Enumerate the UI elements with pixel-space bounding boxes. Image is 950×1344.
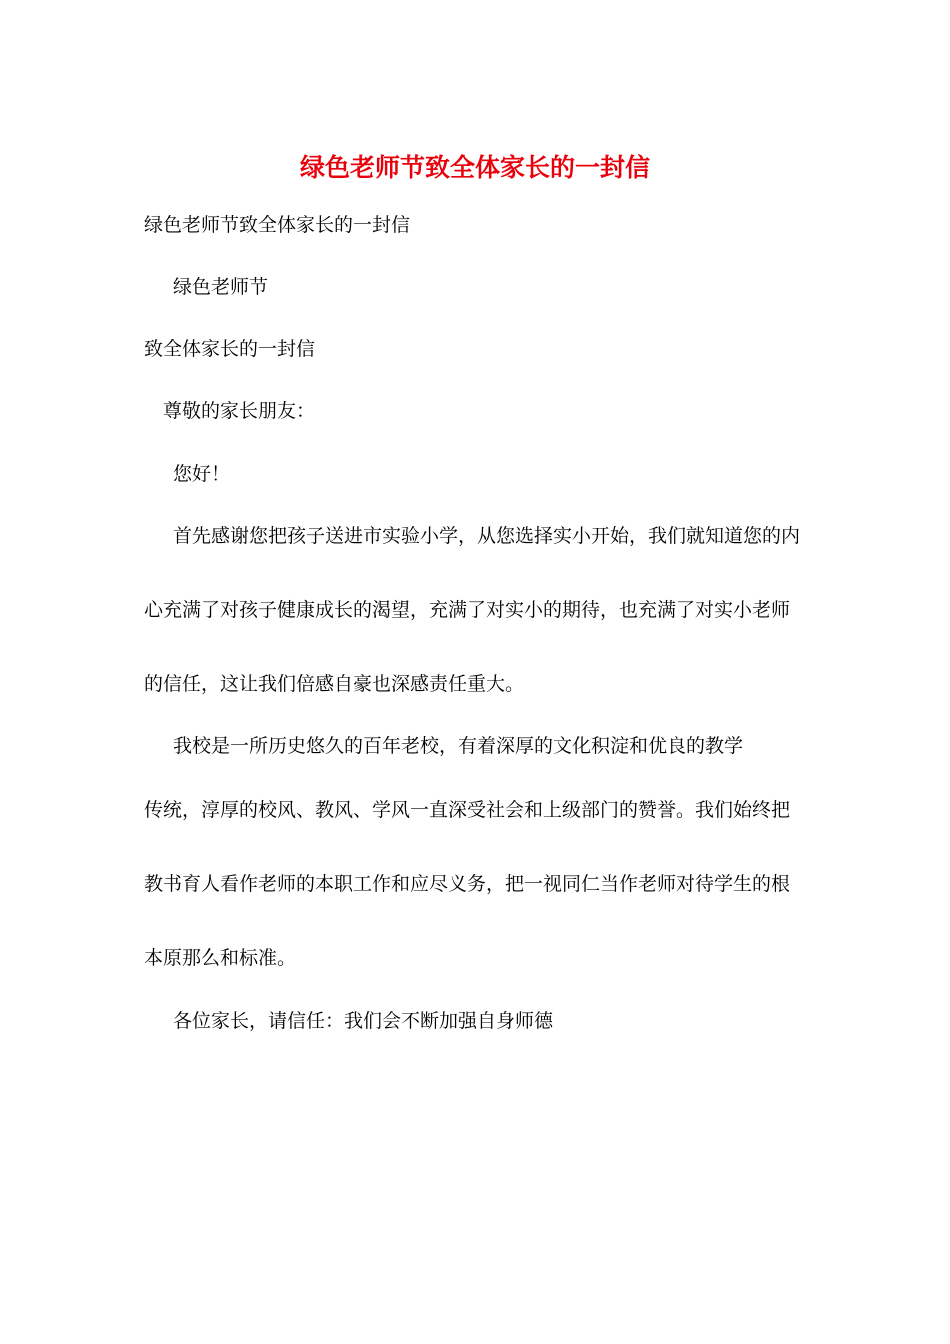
body-line-heading-1: 绿色老师节 <box>173 276 269 298</box>
paragraph-1-line-3: 的信任，这让我们倍感自豪也深感责任重大。 <box>144 673 525 695</box>
body-line-greeting: 您好！ <box>173 463 231 485</box>
paragraph-1-line-2: 心充满了对孩子健康成长的渴望，充满了对实小的期待，也充满了对实小老师 <box>144 599 791 621</box>
paragraph-2-line-2: 传统，淳厚的校风、教风、学风一直深受社会和上级部门的赞誉。我们始终把 <box>144 799 791 821</box>
paragraph-1-line-1: 首先感谢您把孩子送进市实验小学，从您选择实小开始，我们就知道您的内 <box>173 525 801 547</box>
paragraph-2-line-4: 本原那么和标准。 <box>144 947 297 969</box>
document-title: 绿色老师节致全体家长的一封信 <box>299 153 650 182</box>
body-line-heading-2: 致全体家长的一封信 <box>144 338 316 360</box>
body-line-salutation: 尊敬的家长朋友： <box>163 400 316 422</box>
paragraph-2-line-3: 教书育人看作老师的本职工作和应尽义务，把一视同仁当作老师对待学生的根 <box>144 873 791 895</box>
paragraph-3-line-1: 各位家长，请信任：我们会不断加强自身师德 <box>173 1010 554 1032</box>
body-line-subtitle: 绿色老师节致全体家长的一封信 <box>144 214 411 236</box>
paragraph-2-line-1: 我校是一所历史悠久的百年老校，有着深厚的文化积淀和优良的教学 <box>173 735 744 757</box>
